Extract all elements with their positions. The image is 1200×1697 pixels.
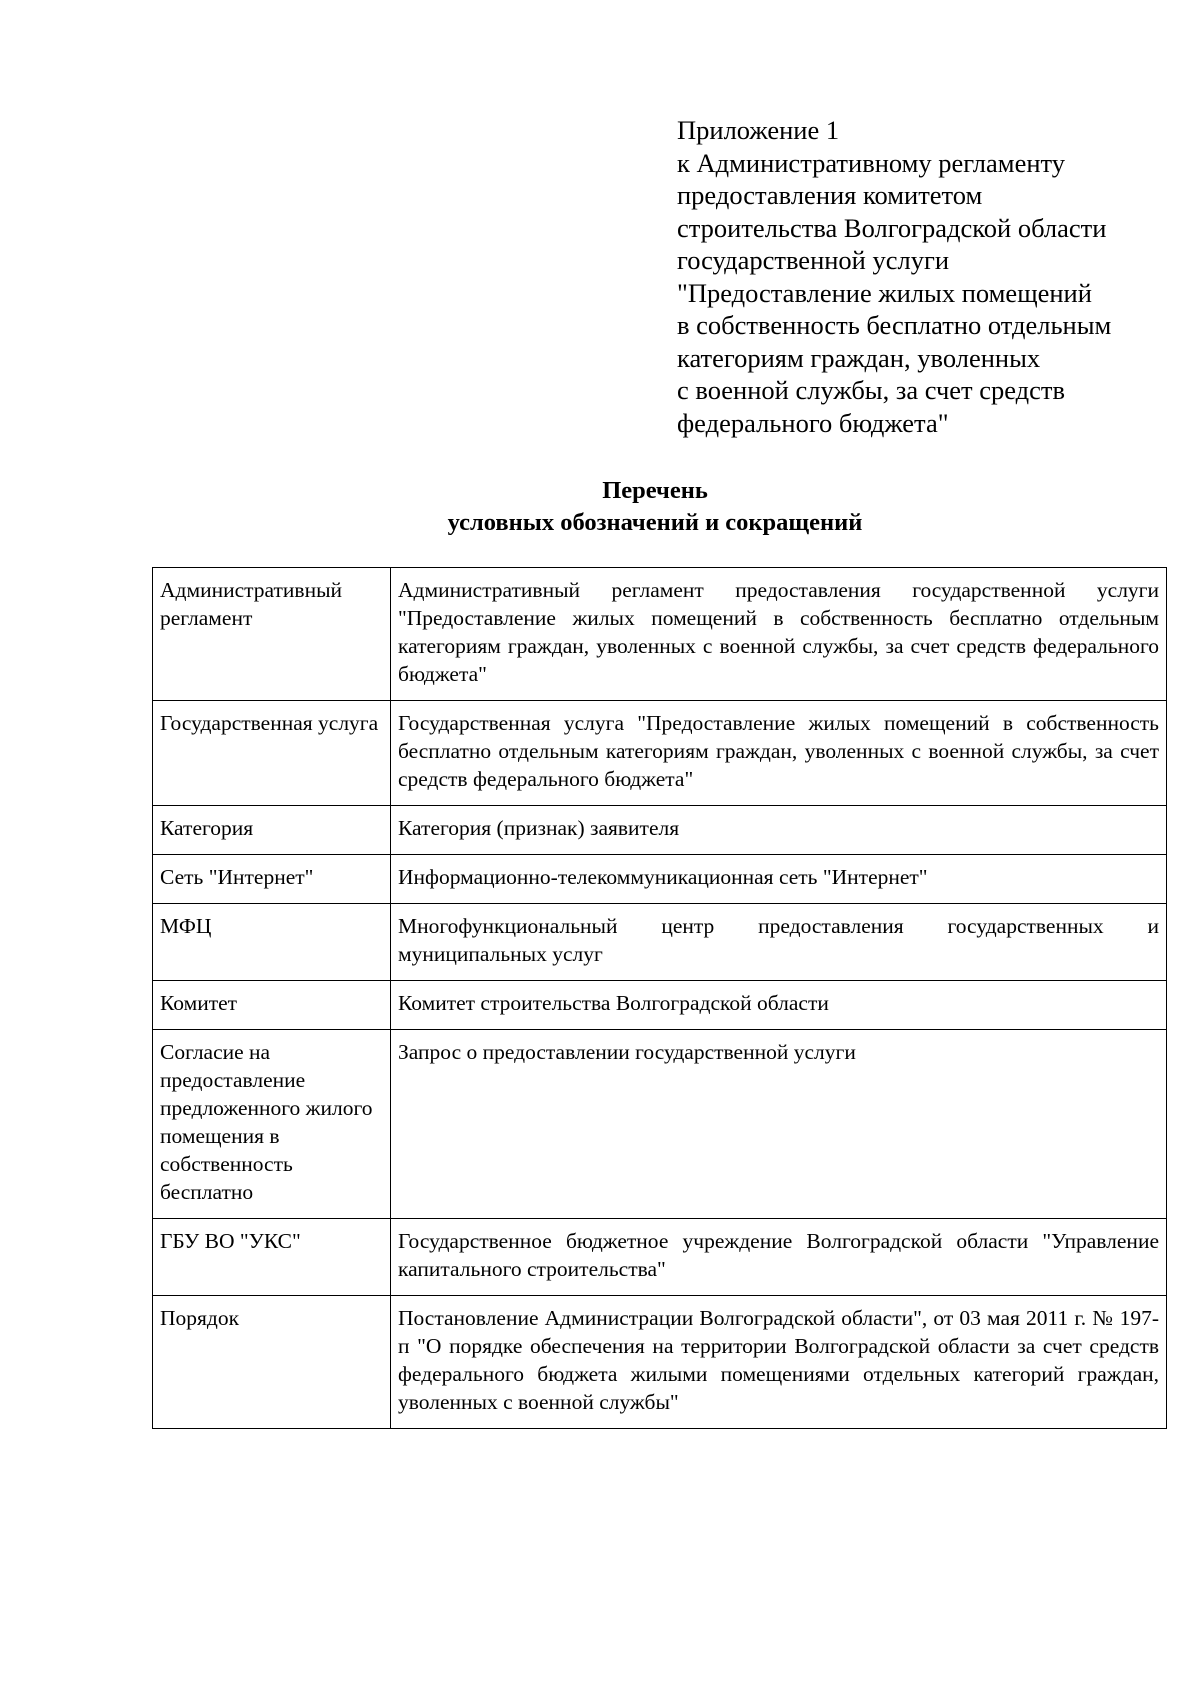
definition-cell: Запрос о предоставлении государственной услуги — [391, 1030, 1167, 1219]
definition-cell: Информационно-телекоммуникационная сеть "Интернет" — [391, 855, 1167, 904]
term-cell: Административный регламент — [153, 568, 391, 701]
table-row — [153, 806, 1167, 855]
definition-cell: Государственная услуга "Предоставление жилых помещений в собственность бесплатно отдельным категориям граждан, уволенных с военной службы, за счет средств федерального бюджета" — [391, 701, 1167, 806]
annex-line: категориям граждан, уволенных — [677, 342, 1041, 373]
annex-line: к Административному регламенту — [677, 147, 1065, 178]
annex-line: "Предоставление жилых помещений — [677, 277, 1092, 308]
table-row — [153, 1219, 1167, 1296]
definition-cell: Многофункциональный центр предоставления государственных и муниципальных услуг — [391, 904, 1167, 981]
definition-cell: Категория (признак) заявителя — [391, 806, 1167, 855]
document-heading — [0, 475, 1200, 539]
table-row — [153, 568, 1167, 701]
term-cell: Категория — [153, 806, 391, 855]
table-row — [153, 981, 1167, 1030]
abbreviations-table — [152, 567, 1167, 1429]
term-cell: Порядок — [153, 1296, 391, 1429]
heading-subtitle: условных обозначений и сокращений — [447, 509, 863, 536]
table-row — [153, 1030, 1167, 1219]
term-cell: Сеть "Интернет" — [153, 855, 391, 904]
annex-line: в собственность бесплатно отдельным — [677, 310, 1112, 340]
heading-title: Перечень — [602, 477, 708, 504]
annex-line: с военной службы, за счет средств — [677, 375, 1066, 405]
definition-cell: Государственное бюджетное учреждение Волгоградской области "Управление капитального строительства" — [391, 1219, 1167, 1296]
definition-cell: Комитет строительства Волгоградской области — [391, 981, 1167, 1030]
term-cell: ГБУ ВО "УКС" — [153, 1219, 391, 1296]
annex-line: федерального бюджета" — [677, 407, 949, 438]
annex-line: строительства Волгоградской области — [677, 212, 1107, 243]
table-row — [153, 904, 1167, 981]
term-cell: Комитет — [153, 981, 391, 1030]
definition-cell: Постановление Администрации Волгоградской области", от 03 мая 2011 г. № 197-п "О порядке обеспечения на территории Волгоградской области за счет средств федерального бюджета жилыми помещениями отдельных категорий граждан, уволенных с военной службы" — [391, 1296, 1167, 1429]
table-row — [153, 701, 1167, 806]
term-cell: МФЦ — [153, 904, 391, 981]
annex-line: государственной услуги — [677, 245, 950, 275]
table-row — [153, 855, 1167, 904]
annex-caption — [677, 114, 1177, 439]
annex-line: предоставления комитетом — [677, 180, 983, 210]
table-row — [153, 1296, 1167, 1429]
term-cell: Согласие на предоставление предложенного жилого помещения в собственность бесплатно — [153, 1030, 391, 1219]
definition-cell: Административный регламент предоставления государственной услуги "Предоставление жилых помещений в собственность бесплатно отдельным категориям граждан, уволенных с военной службы, за счет средств федерального бюджета" — [391, 568, 1167, 701]
annex-line: Приложение 1 — [677, 115, 840, 145]
term-cell: Государственная услуга — [153, 701, 391, 806]
